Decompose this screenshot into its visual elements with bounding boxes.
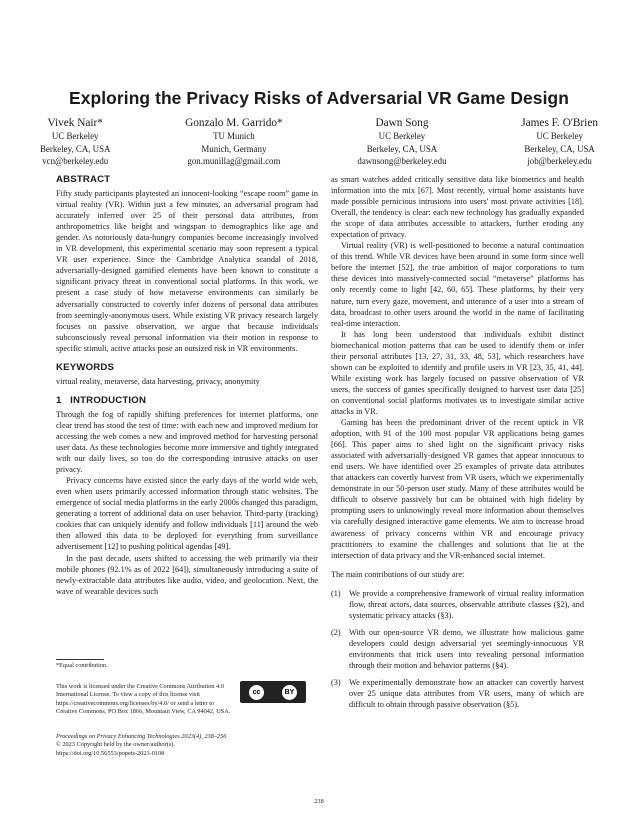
page-number: 238 (314, 798, 324, 805)
paper-title: Exploring the Privacy Risks of Adversarial VR Game Design (69, 88, 569, 108)
author-affiliation: UC Berkeley (378, 131, 426, 141)
contributions-intro: The main contributions of our study are: (331, 569, 465, 579)
list-item (331, 677, 584, 710)
author-location: Munich, Germany (201, 143, 267, 154)
author-location: Berkeley, CA, USA (366, 143, 438, 154)
right-paragraph-4: Gaming has been the predominant driver of the recent uptick in VR adoption, with 91 of the 100 most popular VR applications being games [66]. This paper aims to shed light on the significant privacy risks associated with adversarially-designed VR games that appear innocuous to end users. We have identified over 25 examples of private data attributes that attackers can covertly harvest from VR users, which we experimentally demonstrate in our 50-person user study. Many of these attributes would be difficult to observe passively but can be obtained with high fidelity by prompting users to unknowingly reveal more information about themselves via carefully designed interactive game elements. We aim to increase broad awareness of privacy concerns within VR and encourage privacy practitioners to examine the challenges and solutions that lie at the intersection of data privacy and the VR-enhanced social internet. (331, 418, 584, 560)
author-1 (40, 116, 110, 168)
abstract-text: Fifty study participants playtested an innocent-looking “escape room” game in virtual reality (VR). Within just a few minutes, an adversarial program had accurately inferred over 25 of their personal data attributes, from anthropometrics like height and wingspan to demographics like age and gender. As notoriously data-hungry companies become increasingly involved in VR development, this experimental scenario may soon represent a typical VR user experience. Since the Cambridge Analytica scandal of 2018, adversarially-designed gamified elements have been known to constitute a significant privacy threat in conventional social platforms. In this work, we present a case study of how metaverse environments can similarly be adversarially constructed to covertly infer dozens of personal data attributes from seemingly-anonymous users. While existing VR privacy research largely focuses on passive observation, we argue that because individuals subconsciously reveal personal information via their motion in response to specific stimuli, active attacks pose an outsized risk in VR environments. (56, 189, 318, 353)
list-number: (2) (331, 627, 341, 637)
keywords-heading: KEYWORDS (56, 361, 115, 373)
author-name: Gonzalo M. Garrido* (185, 117, 283, 129)
author-email[interactable]: gon.munillag@gmail.com (187, 156, 281, 167)
cc-by-badge-icon[interactable] (240, 681, 306, 703)
cc-icon: cc (249, 685, 264, 700)
by-icon: BY (282, 685, 297, 700)
keywords-text: virtual reality, metaverse, data harvesting, privacy, anonymity (56, 376, 260, 386)
abstract-heading: ABSTRACT (56, 174, 111, 185)
intro-paragraph-3: In the past decade, users shifted to accessing the web primarily via their mobile phones (92.1% as of 2022 [64]), simultaneously introducing a suite of newly-extractable data attributes like audio, video, and geolocation. Next, the wave of wearable devices such (56, 553, 318, 596)
introduction-heading: 1 INTRODUCTION (56, 394, 147, 406)
author-email[interactable]: job@berkeley.edu (527, 156, 592, 167)
publication-info (56, 733, 318, 758)
list-item (331, 588, 584, 621)
author-affiliation: UC Berkeley (536, 131, 583, 141)
author-4 (521, 116, 598, 168)
author-block (40, 116, 598, 168)
intro-paragraph-2: Privacy concerns have existed since the early days of the world wide web, even when users primarily accessed information through static websites. The emergence of social media platforms in the early 2000s changed this paradigm, generating a torrent of additional data on user behavior. Third-party (tracking) cookies that can uniquely identify and follow individuals [11] around the web then allowed this data to be deployed for everything from surveillance advertisement [12] to pushing political agendas [49]. (56, 476, 318, 552)
proceedings: Proceedings on Privacy Enhancing Technologies 2023(4), 238–256 (56, 733, 227, 740)
author-name: Dawn Song (375, 117, 429, 129)
author-affiliation: TU Munich (213, 131, 255, 141)
author-3 (357, 116, 446, 168)
footnote: *Equal contribution. (56, 662, 108, 669)
footnote-rule (56, 659, 104, 660)
contributions-list (331, 588, 584, 710)
copyright: © 2023 Copyright held by the owner/author(s). (56, 741, 175, 749)
list-text: With our open-source VR demo, we illustrate how malicious game developers could design adversarial yet seemingly-innocuous VR environments that trick users into revealing personal information through their motion and behavior patterns (§4). (349, 627, 584, 670)
list-item (331, 627, 584, 671)
right-paragraph-2: Virtual reality (VR) is well-positioned to become a natural continuation of this trend. While VR devices have been around in some form since well before the internet [52], the true ambition of major corporations to turn these devices into massively-connected social “metaverse” platforms has only recently come to light [42, 60, 65]. These platforms, by their very nature, turn every gaze, movement, and utterance of a user into a stream of data, broadcast to other users around the world in the name of facilitating real-time interaction. (331, 241, 584, 328)
list-number: (3) (331, 678, 341, 688)
list-text: We experimentally demonstrate how an attacker can covertly harvest over 25 unique data attributes from VR users, many of which are difficult to obtain through passive observation (§5). (349, 678, 584, 710)
author-location: Berkeley, CA, USA (524, 143, 595, 154)
left-column (56, 174, 318, 597)
right-paragraph-3: It has long been understood that individuals exhibit distinct biomechanical motion patterns that can be used to identify them or infer their personal attributes [13, 27, 31, 33, 48, 53], which researchers have shown can be exploited to identify and profile users in VR [23, 35, 41, 44]. While existing work has largely focused on passive observation of VR users, the success of games specifically designed to harvest user data [25] on conventional social platforms motivates us to investigate similar active attacks in VR. (331, 329, 584, 416)
license-text: This work is licensed under the Creative Commons Attribution 4.0 International License. To view a copy of this license visit https://creativecommons.org/licenses/by/4.0/ or send a letter to Creative Commons, PO Box 1866, Mountain View, CA 94042, USA. (56, 683, 231, 715)
author-affiliation: UC Berkeley (51, 131, 99, 141)
author-2 (185, 116, 283, 168)
intro-paragraph-1: Through the fog of rapidly shifting preferences for internet platforms, one clear trend has stood the test of time: with each new and improved medium for accessing the web comes a new and improved method for harvesting personal user data. As these technologies become more immersive and tightly integrated with our daily lives, so too do the corresponding intrusive attacks on user privacy. (56, 409, 318, 475)
author-email[interactable]: dawnsong@berkeley.edu (357, 156, 447, 167)
author-name: James F. O'Brien (521, 117, 598, 129)
doi-link[interactable]: https://doi.org/10.56553/popets-2023-0108 (56, 749, 165, 757)
right-paragraph-1: as smart watches added critically sensitive data like biometrics and health information into the mix [67]. Most recently, virtual home assistants have made possible pernicious intrusions into users' most private activities [18]. Overall, the tendency is clear: each new technology has gradually expanded the scope of data attributes accessible to attackers, further eroding any expectation of privacy. (331, 175, 584, 240)
author-location: Berkeley, CA, USA (40, 143, 111, 154)
author-email[interactable]: vcn@berkeley.edu (42, 156, 109, 167)
list-number: (1) (331, 588, 341, 598)
right-column (331, 174, 584, 716)
author-name: Vivek Nair* (47, 117, 103, 129)
list-text: We provide a comprehensive framework of virtual reality information flow, threat actors, data sources, observable attribute classes (§2), and systematic privacy attacks (§3). (349, 588, 584, 620)
